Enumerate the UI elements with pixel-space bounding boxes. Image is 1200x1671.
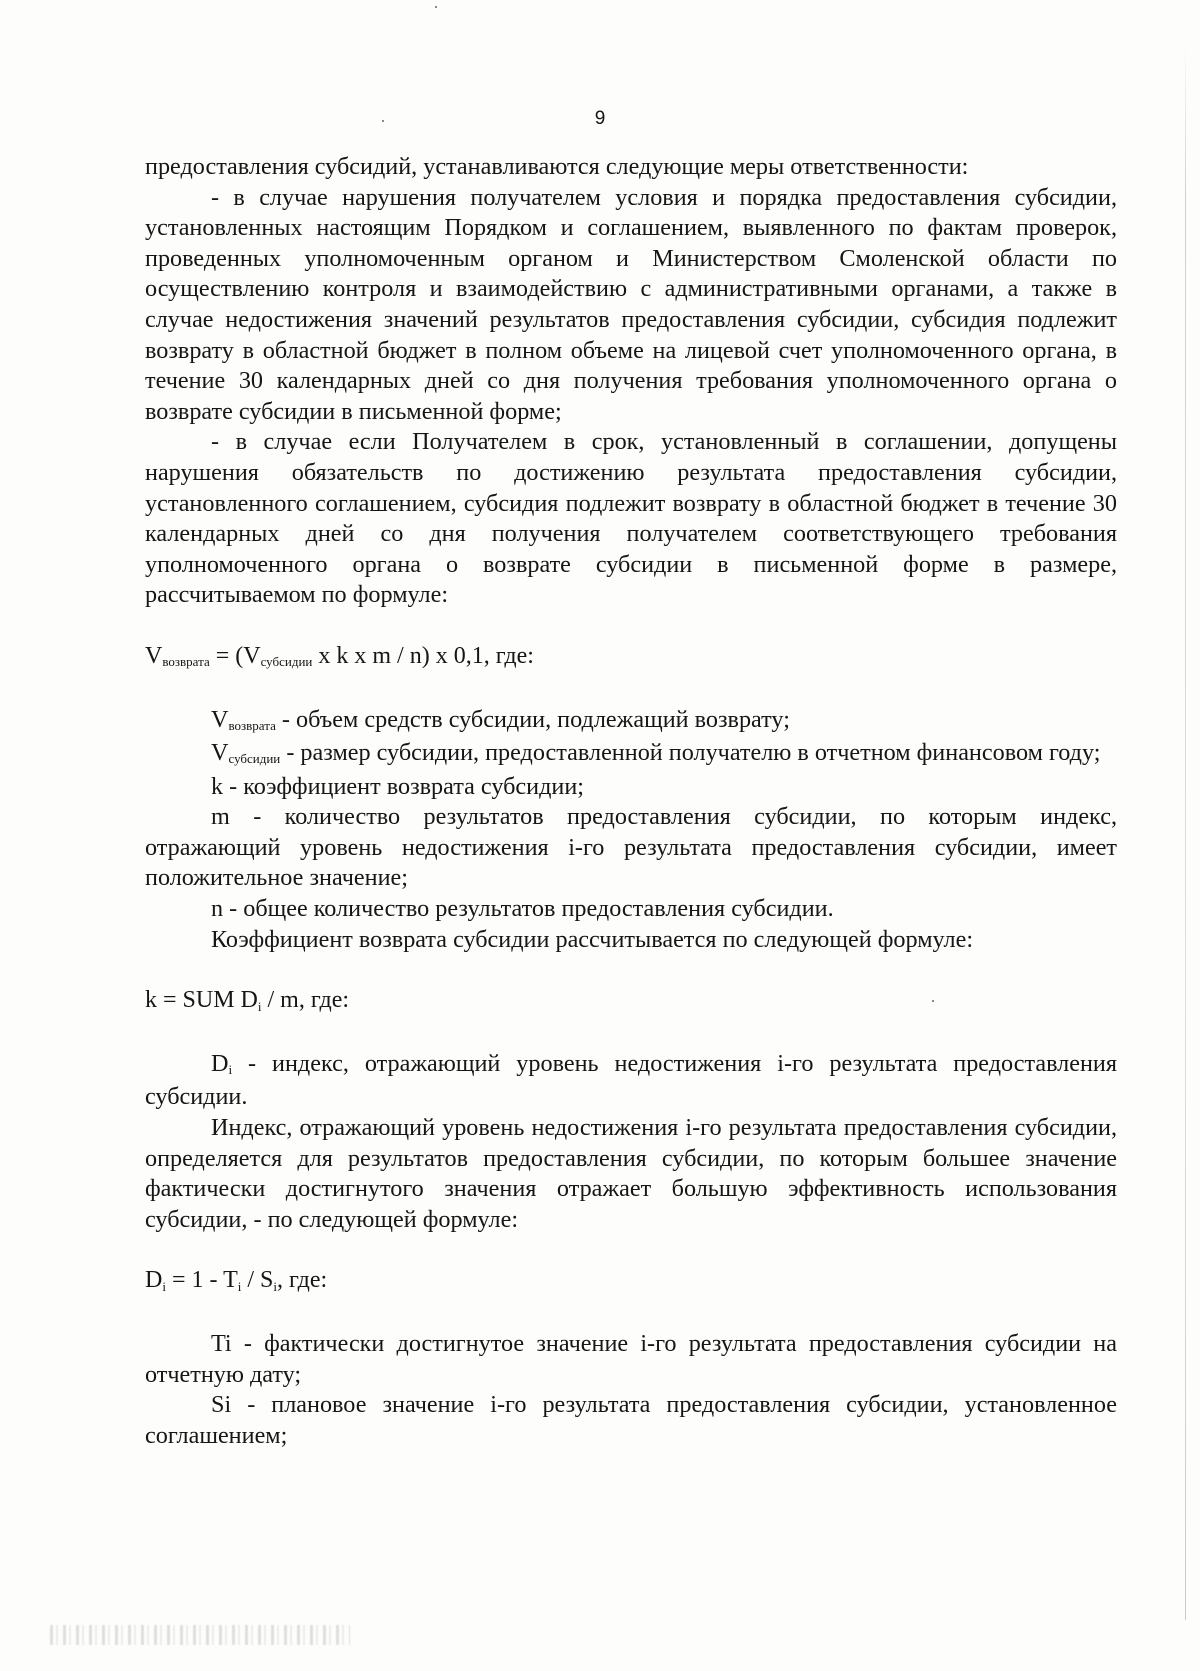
scan-speck: [435, 6, 437, 8]
definition-text: - объем средств субсидии, подлежащий возврату;: [275, 705, 790, 733]
document-body: [145, 152, 1117, 1451]
formula-subscript: i: [237, 1278, 242, 1294]
formula-text: = (V: [209, 642, 261, 669]
formula-text: , где:: [277, 1267, 328, 1294]
formula-subscript: i: [273, 1278, 277, 1294]
scan-edge-line: [1185, 40, 1186, 1620]
paragraph: предоставления субсидий, устанавливаются следующие меры ответственности:: [145, 153, 969, 180]
definition-ti: Ti - фактически достигнутое значение i-го результата предоставления субсидии на отчетную дату;: [145, 1330, 1117, 1388]
paragraph: - в случае если Получателем в срок, установленный в соглашении, допущены нарушения обязательств по достижению результата предоставления субсидии, установленного соглашением, субсидия подлежит возврату в областной бюджет в течение 30 календарных дней со дня получения получателем соответствующего требования уполномоченного органа о возврате субсидии в письменной форме в размере, рассчитываемом по формуле:: [145, 428, 1117, 609]
definition-symbol: V: [211, 705, 229, 733]
formula-refund-volume: [145, 641, 1117, 675]
formula-coefficient: [145, 985, 1117, 1019]
scan-smudge: [50, 1625, 350, 1645]
definition-subscript: возврата: [228, 717, 276, 733]
definition-subscript: i: [228, 1062, 233, 1078]
formula-text: / S: [241, 1267, 274, 1294]
formula-text: = 1 - T: [165, 1267, 238, 1294]
definition-text: - размер субсидии, предоставленной получателю в отчетном финансовом году;: [280, 739, 1101, 767]
formula-index: [145, 1265, 1117, 1299]
definition-k: k - коэффициент возврата субсидии;: [211, 772, 584, 800]
definition-si: Si - плановое значение i-го результата предоставления субсидии, установленное соглашением;: [145, 1391, 1117, 1449]
formula-text: k = SUM D: [145, 987, 258, 1014]
definition-di: [145, 1049, 1117, 1113]
formula-subscript: возврата: [162, 654, 210, 670]
formula-text: D: [145, 1267, 163, 1294]
page-number: 9: [594, 108, 606, 129]
definition-symbol: D: [211, 1049, 229, 1077]
definition-m: m - количество результатов предоставления субсидии, по которым индекс, отражающий уровень недостижения i-го результата предоставления субсидии, имеет положительное значение;: [145, 803, 1117, 892]
formula-text: / m, где:: [261, 987, 350, 1014]
definition-v-refund: [145, 705, 1117, 739]
paragraph: - в случае нарушения получателем условия и порядка предоставления субсидии, установленных настоящим Порядком и соглашением, выявленного по фактам проверок, проведенных уполномоченным органом и Министерством Смоленской области по осуществлению контроля и взаимодействию с административными органами, а также в случае недостижения значений результатов предоставления субсидии, субсидия подлежит возврату в областной бюджет в полном объеме на лицевой счет уполномоченного органа, в течение 30 календарных дней со дня получения требования уполномоченного органа о возврате субсидии в письменной форме;: [145, 183, 1117, 425]
formula-subscript: i: [162, 1278, 166, 1294]
definition-subscript: субсидии: [228, 751, 281, 767]
definition-text: - индекс, отражающий уровень недостижения i-го результата предоставления субсидии.: [145, 1049, 1117, 1111]
paragraph: Коэффициент возврата субсидии рассчитывается по следующей формуле:: [211, 925, 974, 953]
formula-text: x k x m / n) x 0,1, где:: [312, 642, 534, 669]
definition-v-subsidy: [145, 738, 1117, 772]
formula-symbol: V: [145, 642, 163, 669]
definition-n: n - общее количество результатов предоставления субсидии.: [211, 895, 834, 923]
formula-subscript: i: [257, 998, 262, 1014]
paragraph: Индекс, отражающий уровень недостижения i-го результата предоставления субсидии, определяется для результатов предоставления субсидии, по которым большее значение фактически достигнутого значения отражает большую эффективность использования субсидии, - по следующей формуле:: [145, 1114, 1117, 1233]
formula-subscript: субсидии: [260, 654, 313, 670]
definition-symbol: V: [211, 739, 229, 767]
